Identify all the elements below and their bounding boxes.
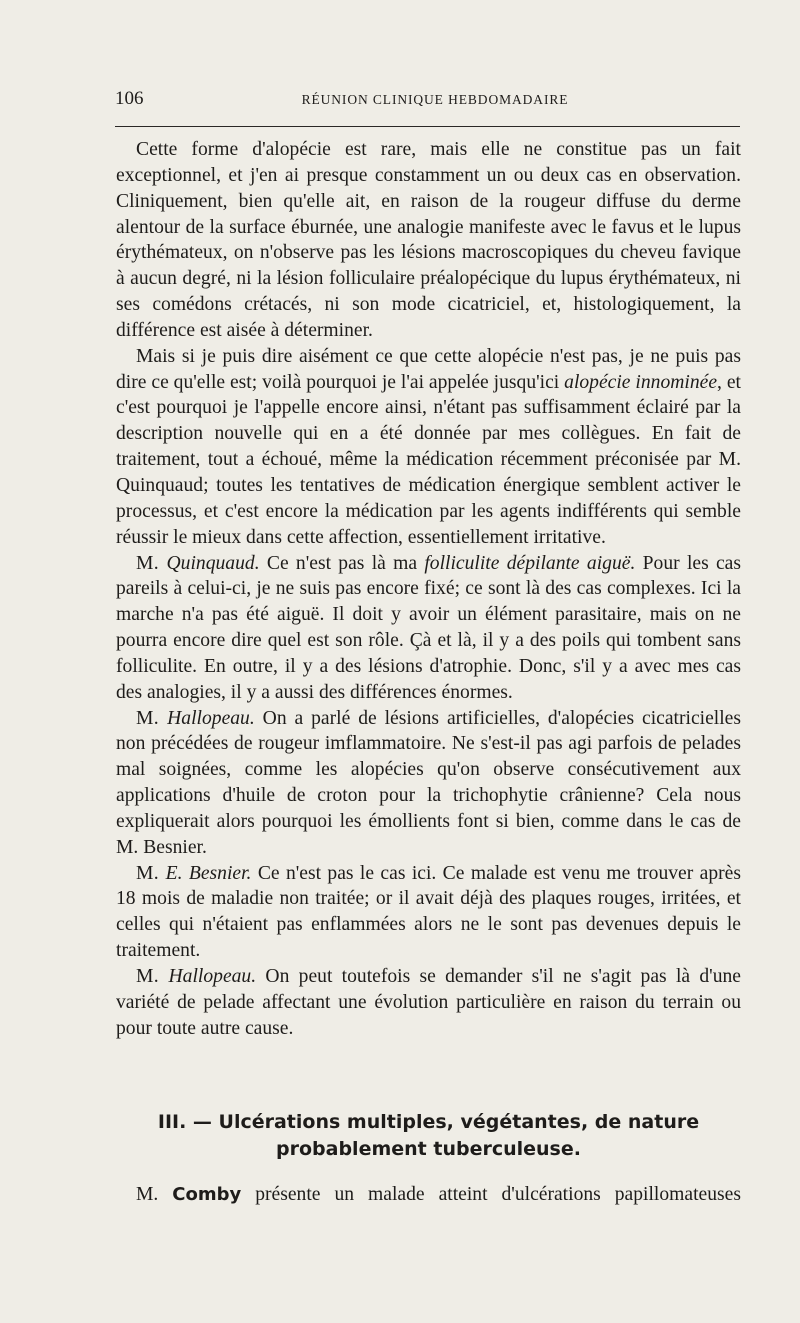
paragraph-text: Pour les cas pareils à celui-ci, je ne suis pas encore fixé; ce sont là des cas complexes. Ici la marche n'a pas été aiguë. Il doit y avoir un élément parasitaire, mais on ne pourra encore dire quel est son rôle. Çà et là, il y a des poils qui tombent sans folliculite. En outre, il y a des lésions d'atrophie. Donc, s'il y a avec mes cas des analogies, il y a aussi des différences énormes. [116,552,742,703]
body-text [116,137,741,1042]
paragraph-text: Ce n'est pas le cas ici. Ce malade est venu me trouver après 18 mois de maladie non traitée; or il avait déjà des plaques rouges, irritées, et celles qui n'étaient pas enflammées alors ne le sont pas devenues depuis le traitement. [116,862,741,962]
paragraph-hallopeau-2 [116,964,741,1042]
header-rule [115,126,740,127]
paragraph-text: présente un malade atteint d'ulcérations papillomateuses [241,1184,741,1205]
paragraph-comby [116,1182,741,1208]
speaker-name: E. Besnier. [165,862,252,884]
speaker-name: Hallopeau. [168,966,257,987]
paragraph-alopecie-innominee [116,344,741,551]
speaker-prefix: M. [136,1184,173,1205]
speaker-name: Quinquaud. [166,552,260,574]
paragraph-quinquaud [116,551,741,706]
speaker-prefix: M. [136,862,166,884]
speaker-prefix: M. [136,552,167,574]
paragraph-text: Ce n'est pas là ma [259,552,425,574]
term-italic: alopécie innominée [564,371,718,393]
speaker-name: Hallopeau. [167,707,255,729]
paragraph-text: Mais si je puis dire aisément ce que cette alopécie n'est pas, je ne puis pas dire ce qu'elle est; voilà pourquoi je l'ai appelée jusqu'ici [116,345,741,393]
section-heading [116,1109,741,1163]
paragraph-text: On peut toutefois se demander s'il ne s'agit pas là d'une variété de pelade affectant une évolution particulière en raison du terrain ou pour toute autre cause. [116,966,742,1039]
paragraph-text: , et c'est pourquoi je l'appelle encore ainsi, n'étant pas suffisamment éclairé par la description nouvelle qui en a été donnée par mes collègues. En fait de traitement, tout a échoué, même la médication récemment préconisée par M. Quinquaud; toutes les tentatives de médication énergique semblent activer le processus, et c'est encore la médication par les agents indifférents qui semble réussir le mieux dans cette affection, essentiellement irritative. [116,371,741,548]
running-title: RÉUNION CLINIQUE HEBDOMADAIRE [301,92,569,107]
paragraph-besnier [116,861,741,964]
paragraph-text: Cette forme d'alopécie est rare, mais elle ne constitue pas un fait exceptionnel, et j'en ai presque constamment un ou deux cas en observation. Cliniquement, bien qu'elle ait, en raison de la rougeur diffuse du derme alentour de la surface éburnée, une analogie manifeste avec le favus et le lupus érythémateux, on n'observe pas les lésions macroscopiques du cheveu favique à aucun degré, ni la lésion folliculaire préalopécique du lupus érythémateux, ni ses comédons crétacés, ni son mode cicatriciel, et, histologiquement, la différence est aisée à déterminer. [116,139,741,341]
term-italic: folliculite dépilante aiguë. [424,552,636,574]
paragraph-text: On a parlé de lésions artificielles, d'alopécies cicatricielles non précédées de rougeur imflammatoire. Ne s'est-il pas agi parfois de pelades mal soignées, comme les alopécies qu'on observe consécutivement aux applications d'huile de croton pour la trichophytie crânienne? Cela nous expliquerait alors pourquoi les émollients font si bien, comme dans le cas de M. Besnier. [116,707,741,858]
section-heading-line: probablement tuberculeuse. [276,1138,581,1160]
speaker-name: Comby [172,1184,242,1205]
paragraph-hallopeau-1 [116,706,741,861]
running-head [115,88,740,116]
speaker-prefix: M. [136,707,168,729]
paragraph-alopecie-description [116,137,741,344]
page-number: 106 [115,88,144,109]
section-heading-line: III. — Ulcérations multiples, végétantes, de nature [157,1111,700,1133]
speaker-prefix: M. [136,966,169,987]
